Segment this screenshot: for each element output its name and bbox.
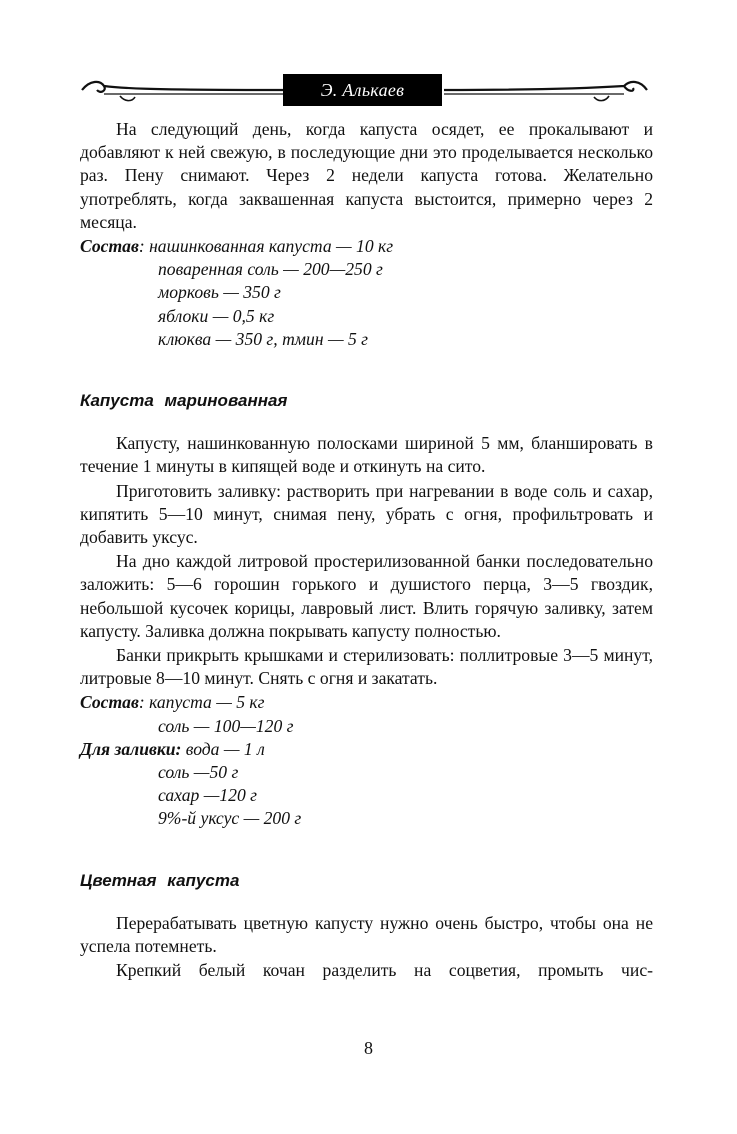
composition-item: соль — 100—120 г [158,715,294,736]
right-ornament-icon [442,72,650,108]
composition-item: яблоки — 0,5 кг [158,305,275,326]
filling-item: сахар —120 г [158,785,258,806]
filling-item: 9%-й уксус — 200 г [158,808,302,829]
composition-label: Состав [80,692,139,713]
composition-item: морковь — 350 г [158,282,281,303]
composition-line [80,235,653,258]
section-title: Капуста маринованная [80,391,288,411]
paragraph: Крепкий белый кочан разделить на соцветия, промыть чис- [116,960,653,981]
running-header [80,72,650,108]
paragraph: На дно каждой литровой простерилизованной банки последовательно заложить: 5—6 горошин горького и душистого перца, 3—5 гвоздик, небольшой кусочек корицы, лавровый лист. Влить горячую заливку, затем капусту. Заливка должна покрывать капусту полностью. [80,551,653,641]
page-body [80,118,653,984]
section-title: Цветная капуста [80,870,240,890]
filling-item: соль —50 г [158,762,239,783]
filling-item: вода — 1 л [181,738,265,759]
author-name: Э. Алькаев [320,79,405,100]
composition-item: клюква — 350 г, тмин — 5 г [158,328,369,349]
paragraph: Перерабатывать цветную капусту нужно очень быстро, чтобы она не успела потемнеть. [80,912,653,957]
composition-item: : нашинкованная капуста — 10 кг [138,236,394,257]
left-ornament-icon [80,72,285,108]
paragraph: Банки прикрыть крышками и стерилизовать: поллитровые 3—5 минут, литровые 8—10 минут. Снять с огня и закатать. [80,645,653,689]
composition-line [80,691,653,714]
author-banner [283,74,442,106]
intro-paragraph: На следующий день, когда капуста осядет, ее прокалывают и добавляют к ней свежую, в последующие дни это проделывается несколько раз. Пену снимают. Через 2 недели капуста готова. Желательно употреблять, когда заквашенная капуста выстоится, примерно через 2 месяца. [80,119,653,232]
filling-line [80,738,653,761]
paragraph: Приготовить заливку: растворить при нагревании в воде соль и сахар, кипятить 5—10 минут, снимая пену, убрать с огня, профильтровать и добавить уксус. [80,480,653,548]
composition-item: поваренная соль — 200—250 г [158,259,383,280]
page-number: 8 [364,1038,373,1058]
paragraph: Капусту, нашинкованную полосками шириной 5 мм, бланшировать в течение 1 минуты в кипящей воде и откинуть на сито. [80,433,653,477]
composition-label: Состав [80,236,139,257]
filling-label: Для заливки: [80,738,182,759]
composition-item: : капуста — 5 кг [138,692,265,713]
